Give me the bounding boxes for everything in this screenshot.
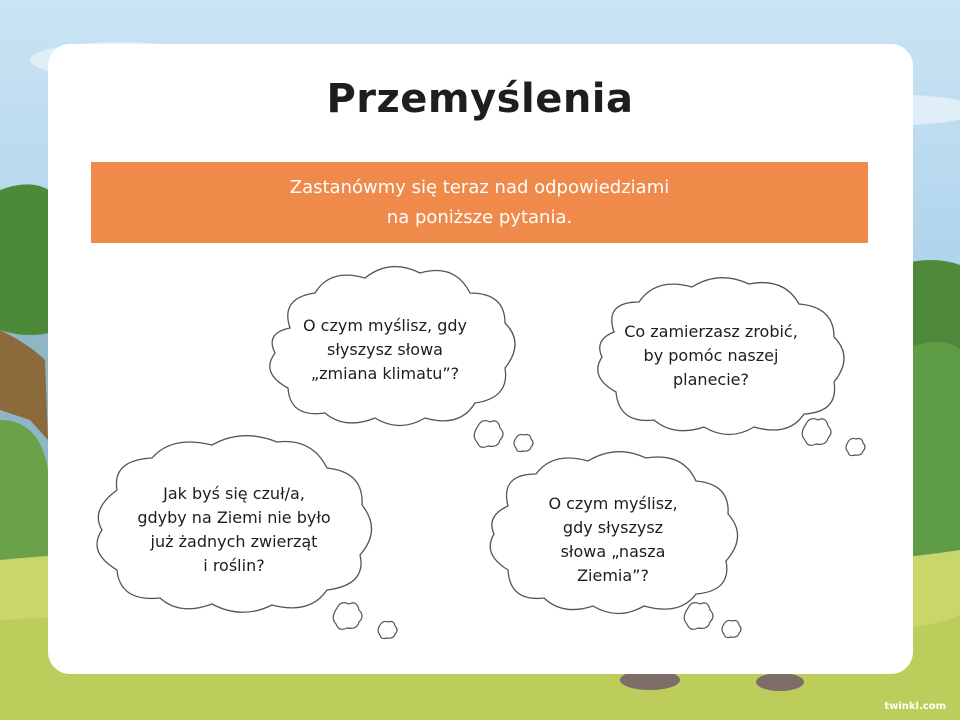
question-4-line-4: Ziemia”? [577, 566, 649, 585]
question-2-text [596, 320, 826, 392]
question-1-line-2: słyszysz słowa [327, 340, 443, 359]
question-3-text [104, 482, 364, 578]
thought-cloud-3 [82, 430, 392, 645]
thought-cloud-2 [584, 272, 874, 472]
question-3-line-3: już żadnych zwierząt [150, 532, 318, 551]
question-2-line-1: Co zamierzasz zrobić, [624, 322, 798, 341]
question-3-line-1: Jak byś się czuł/a, [163, 484, 305, 503]
question-1-line-3: „zmiana klimatu”? [310, 364, 460, 383]
banner-line-1: Zastanówmy się teraz nad odpowiedziami [289, 177, 670, 198]
question-2-line-3: planecie? [673, 370, 749, 389]
question-4-line-1: O czym myślisz, [548, 494, 678, 513]
question-4-text [498, 492, 728, 588]
instruction-banner [91, 162, 868, 243]
question-1-text [270, 314, 500, 386]
banner-line-2: na poniższe pytania. [386, 207, 573, 228]
question-2-line-2: by pomóc naszej [643, 346, 779, 365]
thought-cloud-4 [478, 446, 768, 646]
credit-watermark: twinkl.com [884, 701, 946, 712]
page-title: Przemyślenia [326, 76, 634, 122]
question-4-line-3: słowa „nasza [560, 542, 666, 561]
thought-cloud-1 [250, 258, 540, 458]
question-4-line-2: gdy słyszysz [562, 518, 664, 537]
question-3-line-2: gdyby na Ziemi nie było [137, 508, 331, 527]
question-3-line-4: i roślin? [203, 556, 265, 575]
question-1-line-1: O czym myślisz, gdy [303, 316, 467, 335]
